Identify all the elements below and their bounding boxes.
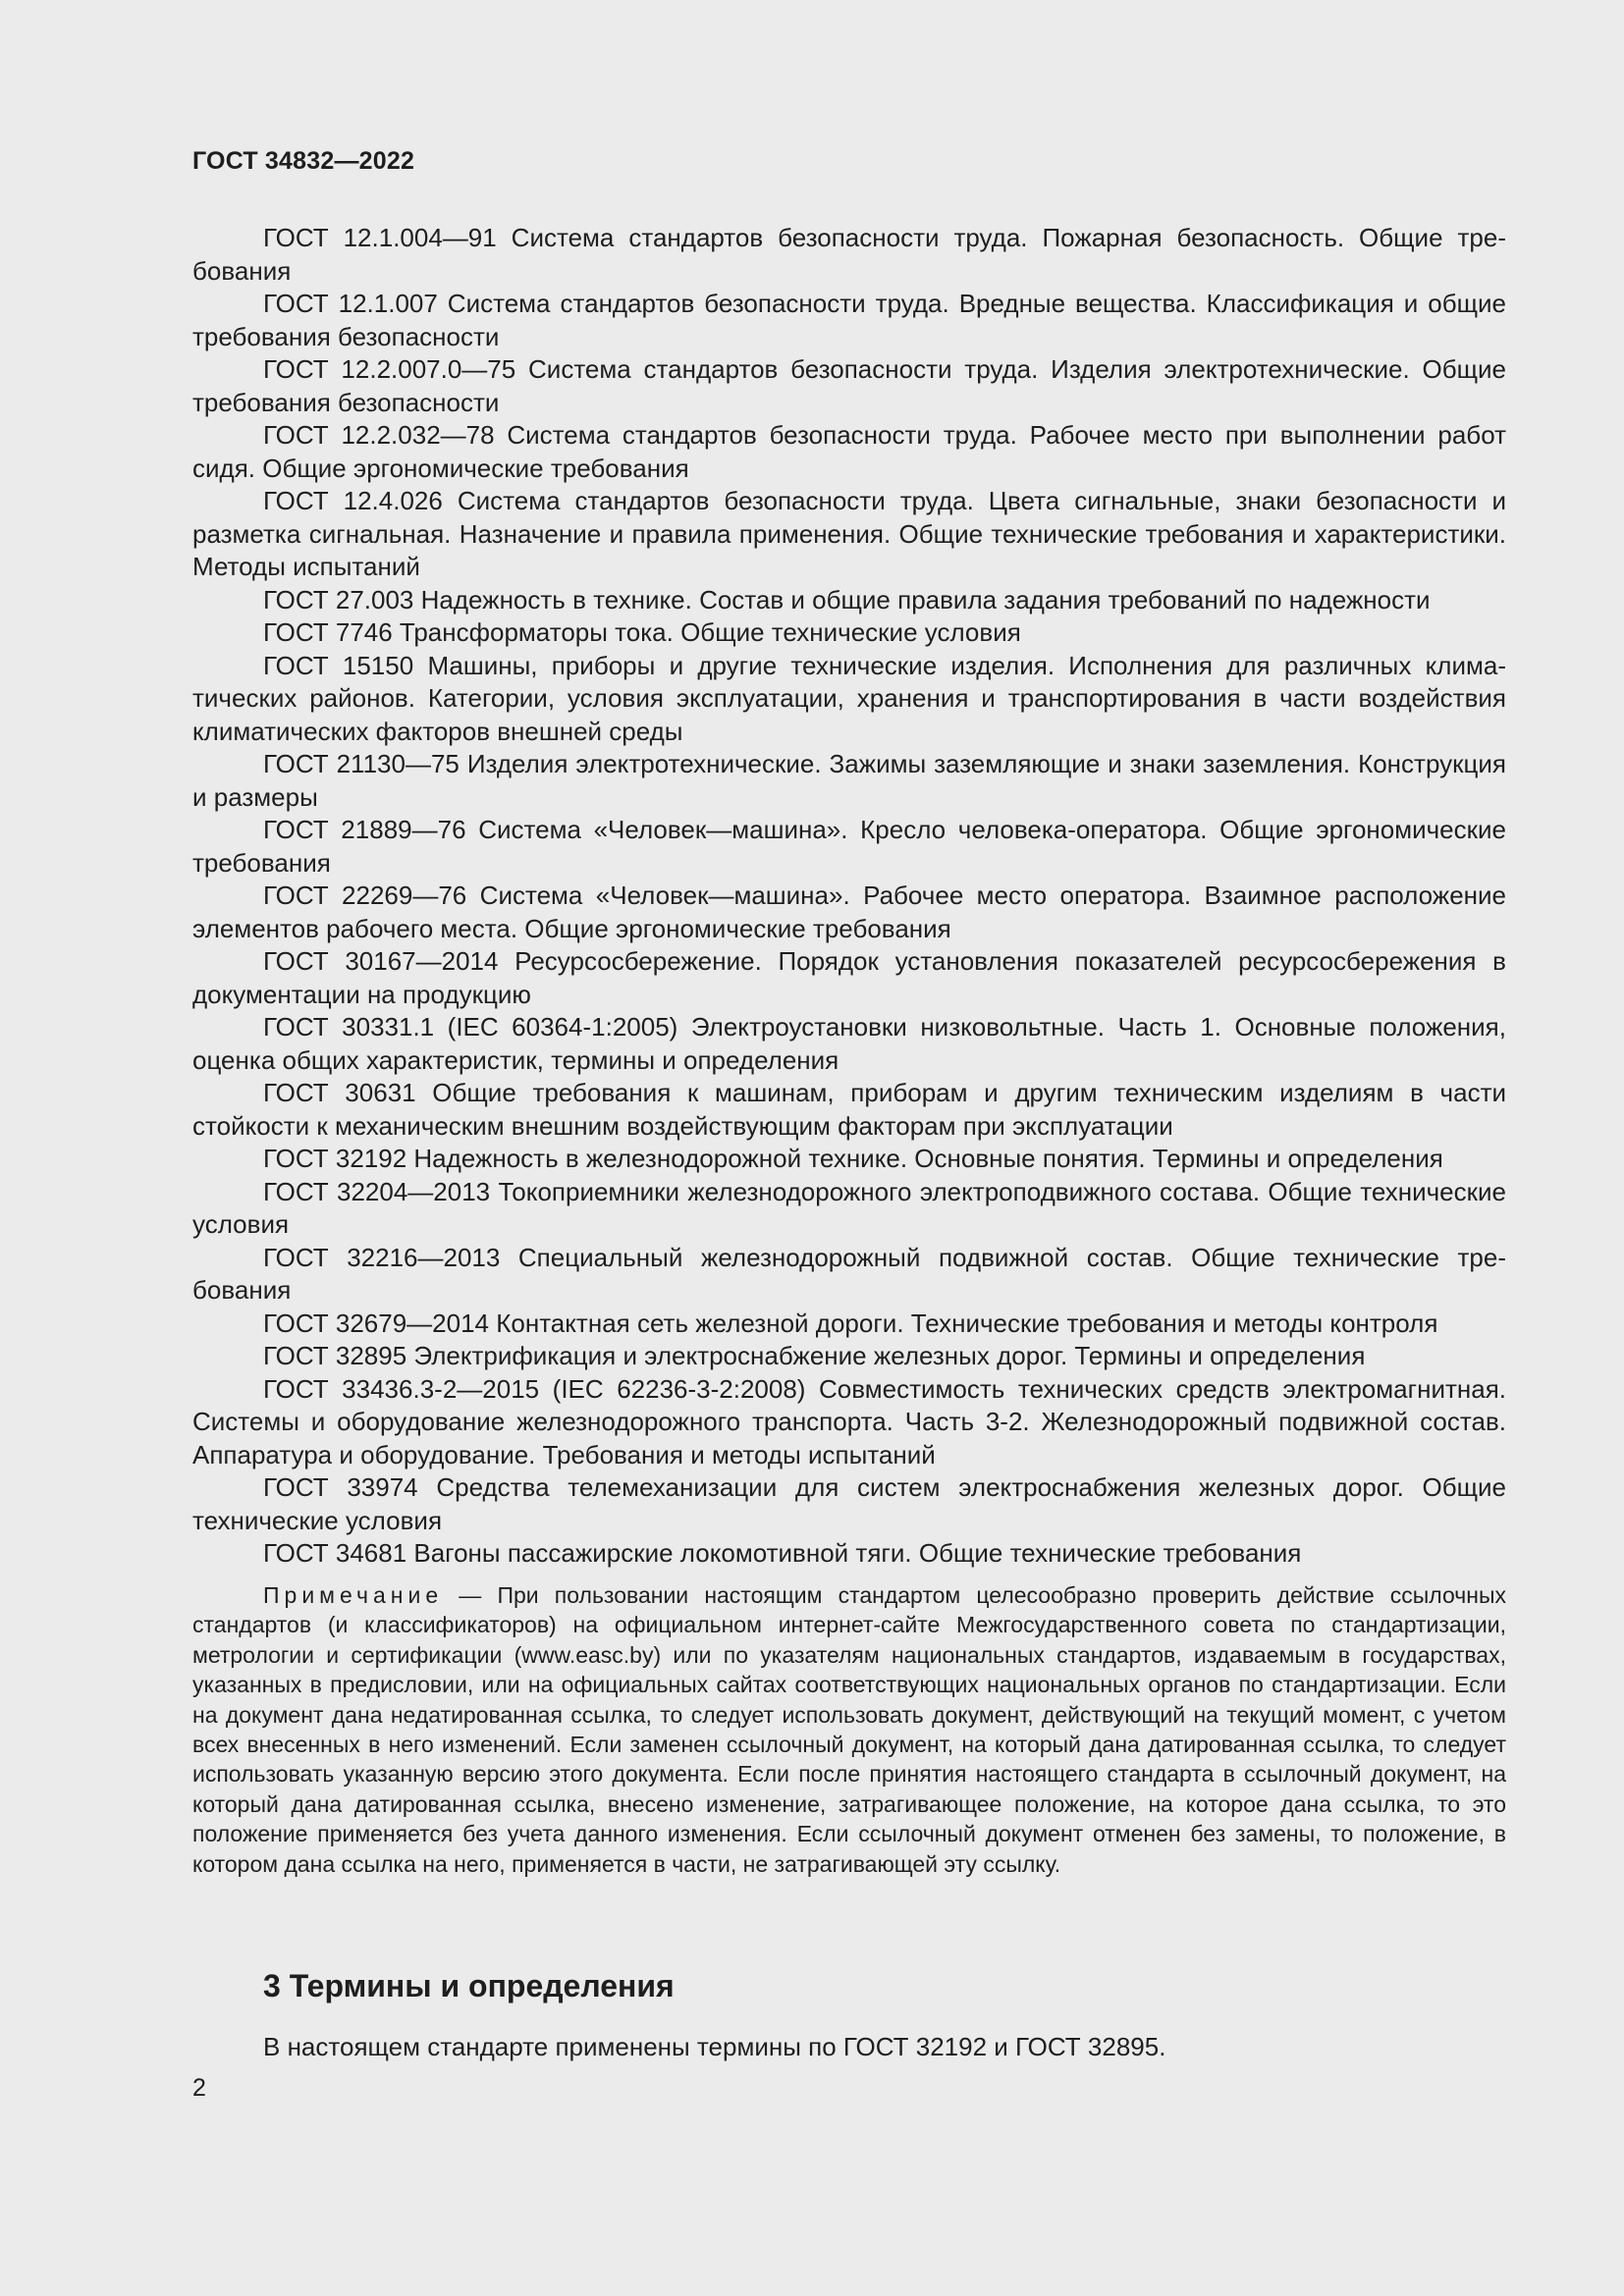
section-text: В настоящем стандарте применены термины по ГОСТ 32192 и ГОСТ 32895.: [263, 2032, 1166, 2061]
reference-item: ГОСТ 32679—2014 Контактная сеть железной дороги. Технические требования и методы контроля: [263, 1308, 1438, 1338]
reference-item: ГОСТ 30167—2014 Ресурсосбережение. Порядок установления показателей ресурсосбережения в документации на продукцию: [192, 946, 1506, 1009]
reference-item: ГОСТ 32216—2013 Специальный железнодорожный подвижной состав. Общие технические требования: [192, 1242, 1506, 1305]
normative-references-list: [192, 222, 1506, 1571]
reference-item: ГОСТ 12.1.004—91 Система стандартов безопасности труда. Пожарная безопасность. Общие требования: [192, 223, 1506, 286]
reference-item: ГОСТ 15150 Машины, приборы и другие технические изделия. Исполнения для различных климатических районов. Категории, условия эксплуатации, хранения и транспортирования в части воздействия климатических факторов внешней среды: [192, 650, 1506, 746]
note-block: [192, 1580, 1506, 1879]
reference-item: ГОСТ 12.2.032—78 Система стандартов безопасности труда. Рабочее место при выполнении работ сидя. Общие эргономические требования: [192, 420, 1506, 483]
reference-item: ГОСТ 33974 Средства телемеханизации для систем электроснабжения железных дорог. Общие технические условия: [192, 1472, 1506, 1535]
reference-item: ГОСТ 30331.1 (IEC 60364-1:2005) Электроустановки низковольтные. Часть 1. Основные положения, оценка общих характеристик, термины и определения: [192, 1012, 1506, 1075]
reference-item: ГОСТ 12.1.007 Система стандартов безопасности труда. Вредные вещества. Классификация и общие требования безопасности: [192, 289, 1506, 351]
page-number: 2: [192, 2074, 206, 2102]
reference-item: ГОСТ 32204—2013 Токоприемники железнодорожного электроподвижного состава. Общие технические условия: [192, 1176, 1506, 1239]
reference-item: ГОСТ 34681 Вагоны пассажирские локомотивной тяги. Общие технические требования: [263, 1538, 1302, 1568]
reference-item: ГОСТ 7746 Трансформаторы тока. Общие технические условия: [263, 617, 1021, 647]
reference-item: ГОСТ 27.003 Надежность в технике. Состав и общие правила задания требований по надежности: [263, 584, 1431, 614]
note-label: Примечание: [263, 1582, 444, 1608]
note-paragraph: [192, 1580, 1506, 1879]
reference-item: ГОСТ 32192 Надежность в железнодорожной технике. Основные понятия. Термины и определения: [263, 1144, 1443, 1173]
reference-item: ГОСТ 21889—76 Система «Человек—машина». Кресло человека-оператора. Общие эргономические требования: [192, 815, 1506, 878]
section-title: 3 Термины и определения: [263, 1968, 675, 2003]
reference-item: ГОСТ 32895 Электрификация и электроснабжение железных дорог. Термины и определения: [263, 1341, 1366, 1370]
document-header: ГОСТ 34832—2022: [192, 147, 415, 175]
reference-item: ГОСТ 33436.3-2—2015 (IEC 62236-3-2:2008) Совместимость технических средств электромагнитная. Системы и оборудование железнодорожного транспорта. Часть 3-2. Железнодорожный подвижной состав. Аппаратура и оборудование. Требования и методы испытаний: [192, 1373, 1506, 1469]
reference-item: ГОСТ 22269—76 Система «Человек—машина». Рабочее место оператора. Взаимное расположение элементов рабочего места. Общие эргономические требования: [192, 881, 1506, 943]
reference-item: ГОСТ 21130—75 Изделия электротехнические. Зажимы заземляющие и знаки заземления. Конструкция и размеры: [192, 749, 1506, 812]
reference-item: ГОСТ 12.4.026 Система стандартов безопасности труда. Цвета сигнальные, знаки безопасности и разметка сигнальная. Назначение и правила применения. Общие технические требования и характеристики. Методы испытаний: [192, 486, 1506, 581]
note-text: — При пользовании настоящим стандартом целесообразно проверить действие ссылочных стандартов (и классификаторов) на официальном интернет-сайте Межгосударственного совета по стандартизации, метрологии и сертификации (www.easc.by) или по указателям национальных стандартов, издаваемым в государствах, указанных в предисловии, или на официальных сайтах соответствующих национальных органов по стандартизации. Если на документ дана недатированная ссылка, то следует использовать документ, действующий на текущий момент, с учетом всех внесенных в него изменений. Если заменен ссылочный документ, на который дана датированная ссылка, то следует использовать указанную версию этого документа. Если после принятия настоящего стандарта в ссылочный документ, на который дана датированная ссылка, внесено изменение, затрагивающее положение, на которое дана ссылка, то это положение применяется без учета данного изменения. Если ссылочный документ отменен без замены, то положение, в котором дана ссылка на него, применяется в части, не затрагивающей эту ссылку.: [192, 1582, 1506, 1877]
reference-item: ГОСТ 12.2.007.0—75 Система стандартов безопасности труда. Изделия электротехнические. Общие требования безопасности: [192, 354, 1506, 417]
reference-item: ГОСТ 30631 Общие требования к машинам, приборам и другим техническим изделиям в части стойкости к механическим внешним воздействующим факторам при эксплуатации: [192, 1078, 1506, 1141]
